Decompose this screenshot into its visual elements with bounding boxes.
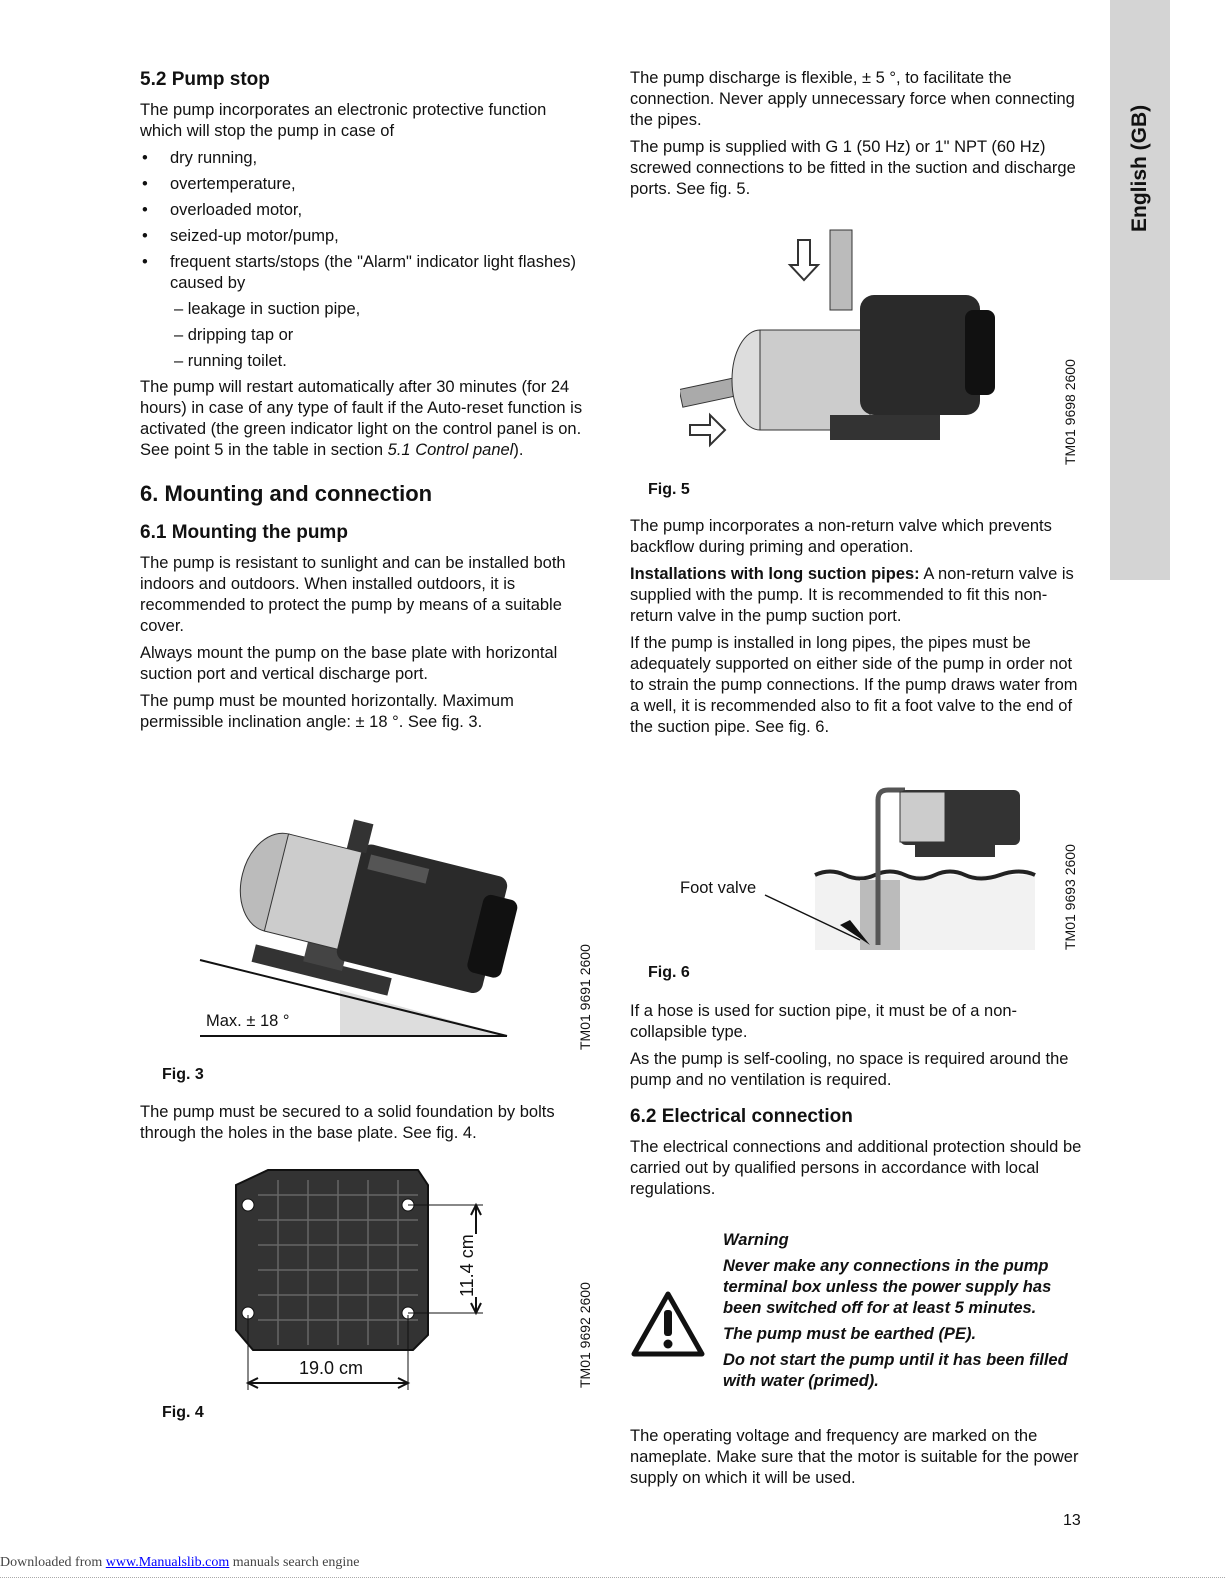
- list-item: • overtemperature,: [140, 174, 590, 195]
- warning-text: [723, 1230, 1093, 1397]
- left-column: [140, 68, 590, 739]
- language-tab-label: English (GB): [1128, 104, 1151, 232]
- fig4-width-label: 19.0 cm: [296, 1358, 366, 1379]
- footer-prefix: Downloaded from: [0, 1555, 106, 1570]
- restart-text-end: ).: [513, 441, 524, 459]
- fig3-angle-label: Max. ± 18 °: [206, 1012, 290, 1030]
- para-long-suction: [630, 564, 1085, 627]
- para-long-pipes: If the pump is installed in long pipes, the pipes must be adequately supported on either side of the pump in order not to strain the pump connections. If the pump draws water from a well, it is recommended also to fit a foot valve to the end of the suction pipe. See fig. 6.: [630, 634, 1078, 736]
- heading-mounting-pump: 6.1 Mounting the pump: [140, 522, 348, 543]
- fig5-caption: Fig. 5: [648, 481, 690, 498]
- list-item: • overloaded motor,: [140, 200, 590, 221]
- fig4-code: TM01 9692 2600: [577, 1282, 593, 1388]
- para-secure: The pump must be secured to a solid foundation by bolts through the holes in the base plate. See fig. 4.: [140, 1103, 555, 1142]
- fig5-code: TM01 9698 2600: [1062, 359, 1078, 465]
- heading-pump-stop: 5.2 Pump stop: [140, 69, 270, 90]
- heading-mounting: 6. Mounting and connection: [140, 481, 433, 506]
- long-suction-heading: Installations with long suction pipes:: [630, 565, 920, 583]
- warning-triangle-icon: [630, 1290, 706, 1358]
- list-item: – dripping tap or: [174, 326, 294, 344]
- list-item: – leakage in suction pipe,: [174, 300, 361, 318]
- list-item: – running toilet.: [174, 352, 287, 370]
- heading-electrical: 6.2 Electrical connection: [630, 1106, 853, 1127]
- footer-link[interactable]: www.Manualslib.com: [105, 1555, 230, 1570]
- para-mount-3: The pump must be mounted horizontally. Maximum permissible inclination angle: ± 18 °. See fig. 3.: [140, 692, 514, 731]
- fig3-code: TM01 9691 2600: [577, 944, 593, 1050]
- fig6-code: TM01 9693 2600: [1062, 844, 1078, 950]
- para-hose: If a hose is used for suction pipe, it must be of a non-collapsible type.: [630, 1002, 1018, 1041]
- fig6-caption: Fig. 6: [648, 964, 690, 981]
- page-number: 13: [1063, 1512, 1081, 1529]
- para-supplied: The pump is supplied with G 1 (50 Hz) or 1" NPT (60 Hz) screwed connections to be fitted in the suction and discharge ports. See fig. 5.: [630, 138, 1076, 198]
- warning-line-1: Never make any connections in the pump terminal box unless the power supply has been switched off for at least 5 minutes.: [723, 1257, 1052, 1317]
- warning-line-3: Do not start the pump until it has been filled with water (primed).: [723, 1351, 1068, 1390]
- warning-line-2: The pump must be earthed (PE).: [723, 1325, 977, 1343]
- warning-title: Warning: [723, 1231, 789, 1249]
- footer-divider: [0, 1577, 1225, 1578]
- para-restart: [140, 377, 590, 461]
- fault-list: [140, 148, 590, 294]
- para-mount-1: The pump is resistant to sunlight and can be installed both indoors and outdoors. When installed outdoors, it is recommended to protect the pump by means of a suitable cover.: [140, 554, 566, 635]
- para-cooling: As the pump is self-cooling, no space is required around the pump and no ventilation is required.: [630, 1050, 1069, 1089]
- fig3-caption: Fig. 3: [162, 1066, 204, 1083]
- list-item: • frequent starts/stops (the "Alarm" indicator light flashes) caused by: [140, 252, 590, 294]
- right-column-middle: [630, 516, 1085, 744]
- para-discharge: The pump discharge is flexible, ± 5 °, to facilitate the connection. Never apply unnecessary force when connecting the pipes.: [630, 69, 1075, 129]
- fig4-caption: Fig. 4: [162, 1404, 204, 1421]
- para-pump-stop: The pump incorporates an electronic protective function which will stop the pump in case of: [140, 101, 547, 140]
- language-tab: [1110, 0, 1170, 580]
- fig4-height-label: 11.4 cm: [457, 1234, 477, 1297]
- list-item: • dry running,: [140, 148, 590, 169]
- cause-list: [140, 299, 590, 372]
- para-voltage: The operating voltage and frequency are marked on the nameplate. Make sure that the motor is suitable for the power supply on which it will be used.: [630, 1427, 1079, 1487]
- fig6-foot-valve-illustration: [760, 780, 1040, 955]
- restart-text: The pump will restart automatically after 30 minutes (for 24 hours) in case of any type of fault if the Auto-reset function is activated (the green indicator light on the control panel is on. See point 5 in the table in section: [140, 378, 583, 459]
- para-nonreturn: The pump incorporates a non-return valve which prevents backflow during priming and operation.: [630, 517, 1052, 556]
- footer-suffix: manuals search engine: [229, 1555, 360, 1570]
- para-mount-2: Always mount the pump on the base plate with horizontal suction port and vertical discharge port.: [140, 644, 558, 683]
- para-electrical: The electrical connections and additional protection should be carried out by qualified persons in accordance with local regulations.: [630, 1138, 1082, 1198]
- fig5-pump-connections-illustration: [680, 225, 1010, 460]
- section-reference: 5.1 Control panel: [387, 441, 514, 459]
- fig6-foot-valve-label: Foot valve: [680, 879, 757, 897]
- right-column-lower: [630, 1001, 1085, 1206]
- right-column-top: [630, 68, 1085, 206]
- long-suction-text: A non-return valve is supplied with the pump. It is recommended to fit this non-return valve in the pump suction port.: [630, 565, 1074, 625]
- footer: [0, 1555, 360, 1571]
- list-item: • seized-up motor/pump,: [140, 226, 590, 247]
